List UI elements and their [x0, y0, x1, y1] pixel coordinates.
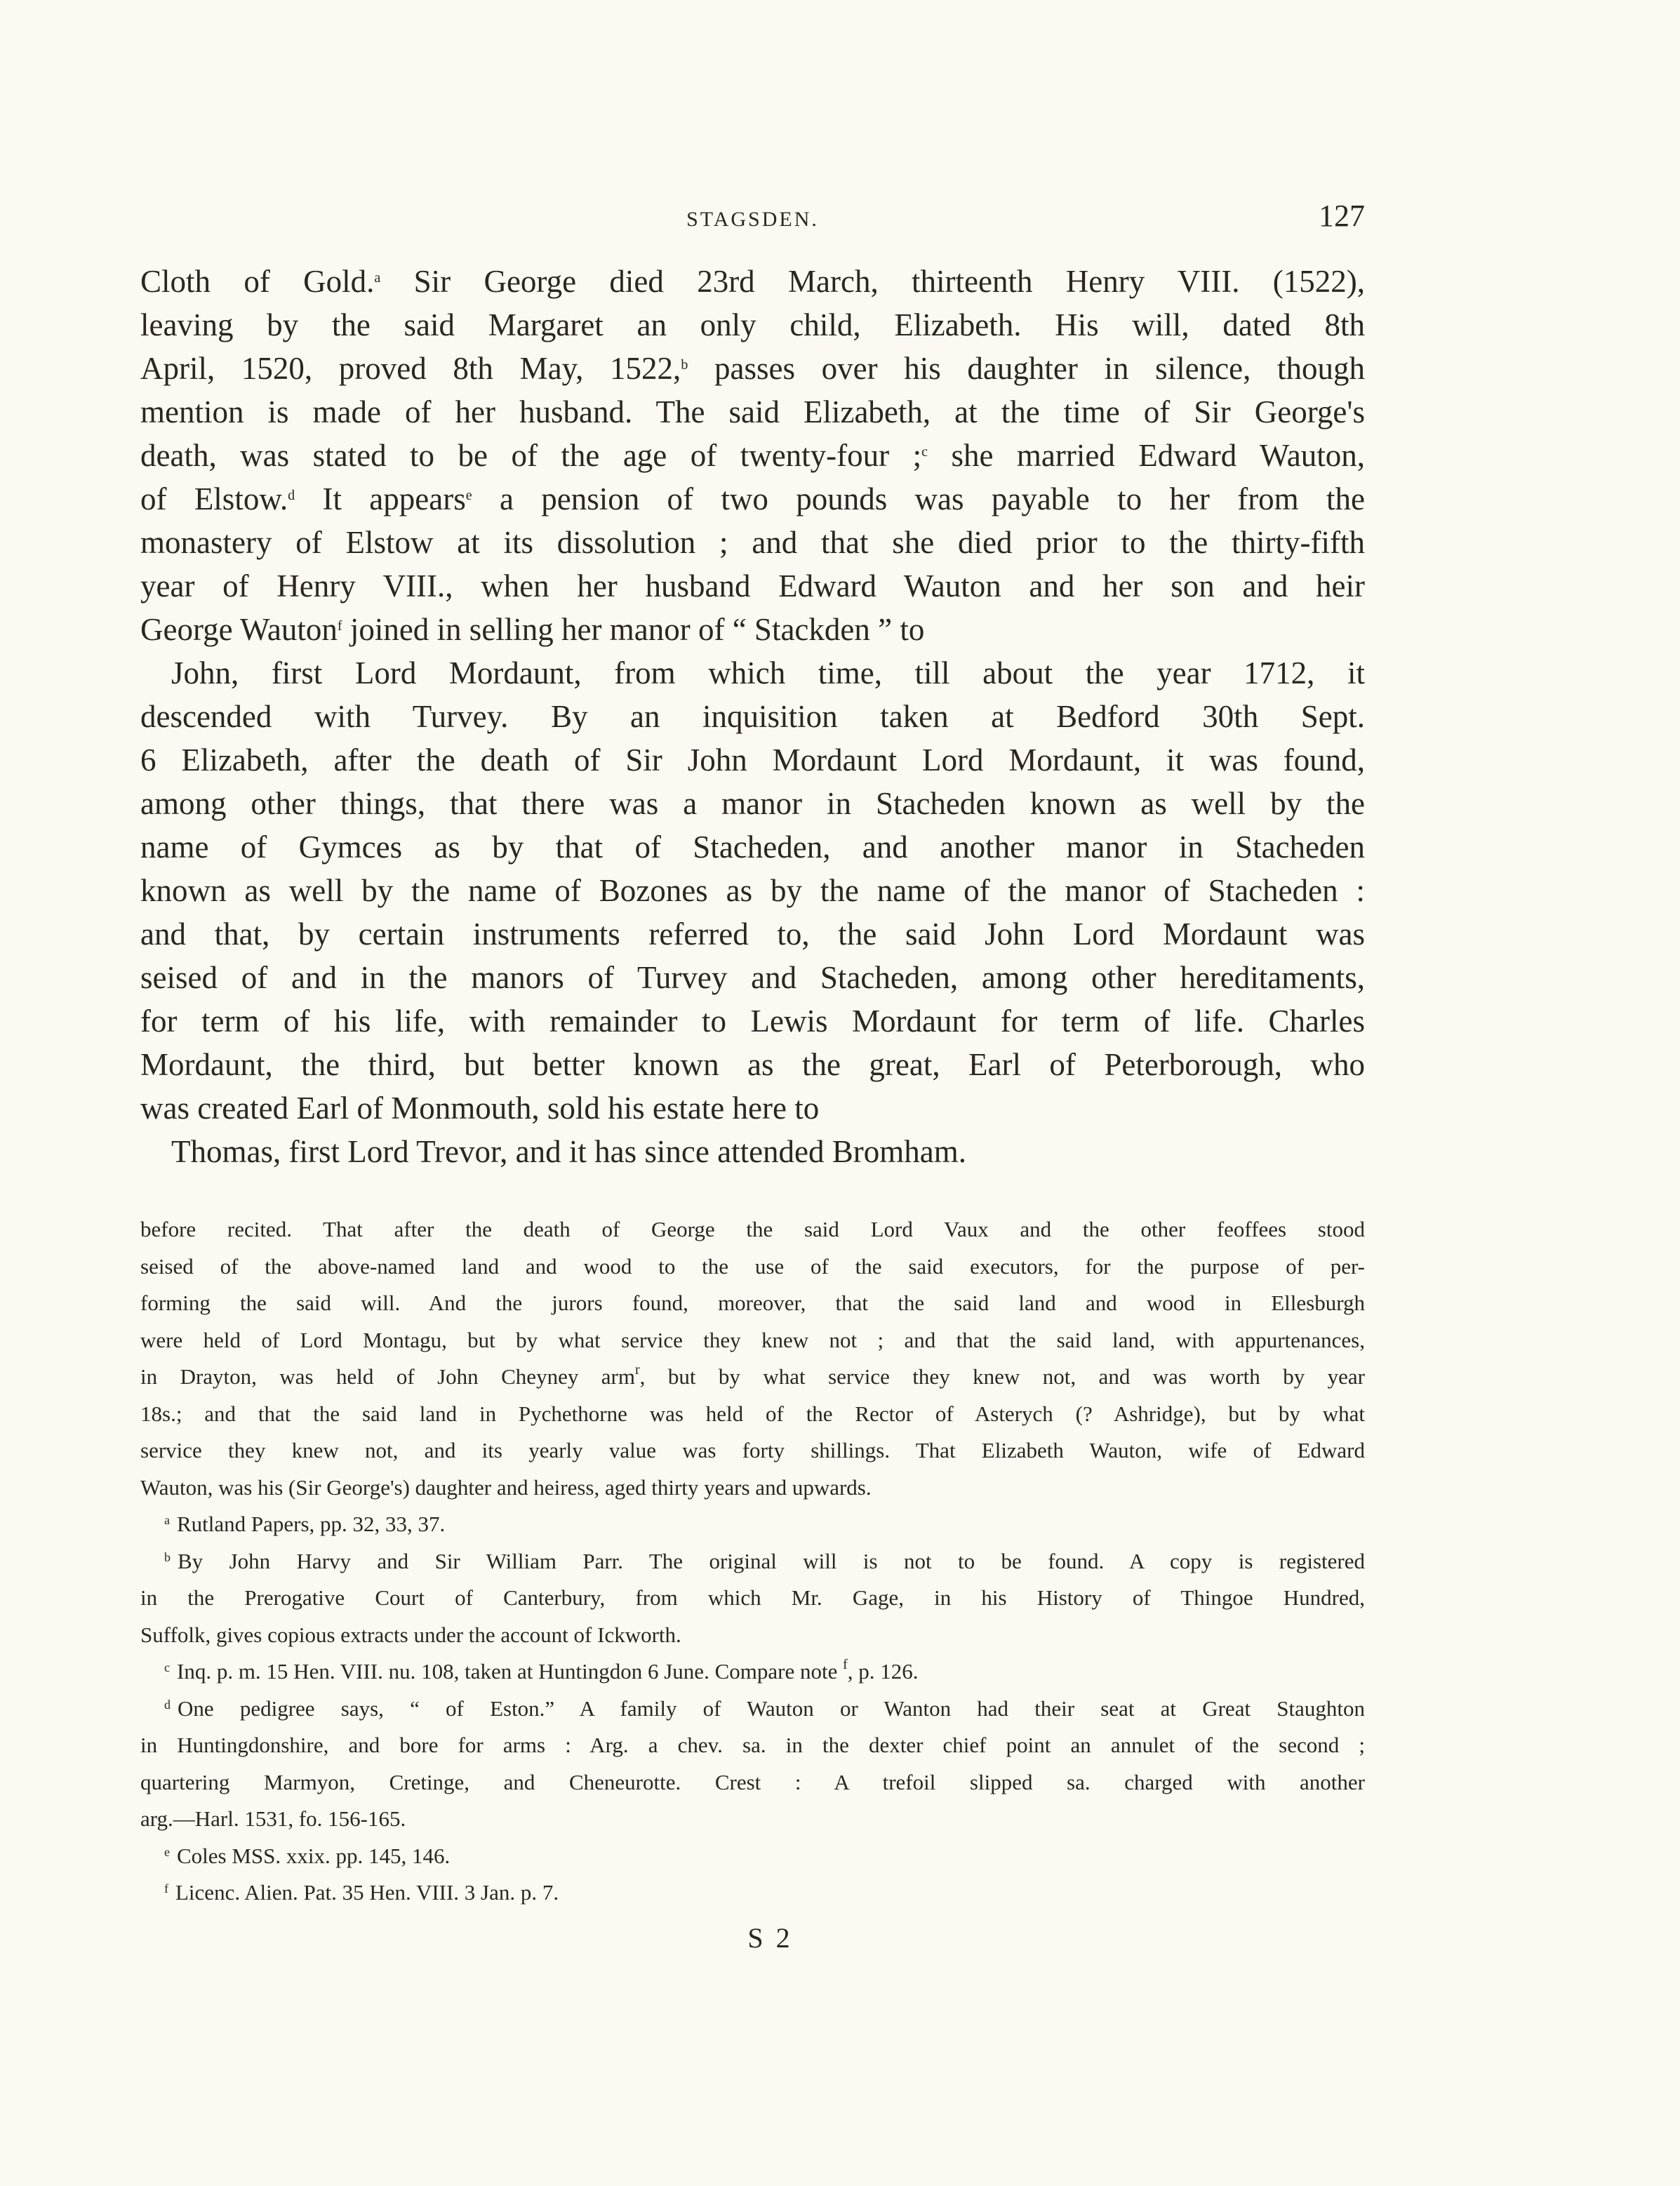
running-head [140, 195, 1365, 237]
footnote-reference: f [337, 618, 342, 634]
footnote-line [140, 1469, 1365, 1507]
text-line [140, 347, 1365, 390]
footnotes [140, 1211, 1365, 1912]
text-run: arg.—Harl. 1531, fo. 156-165. [140, 1806, 406, 1831]
book-page [140, 0, 1365, 2186]
text-run: seised of the above-named land and wood to the use of the said executors, for the purpose of per- [140, 1253, 1365, 1279]
footnote-line [140, 1396, 1365, 1433]
text-run: Coles MSS. xxix. pp. 145, 146. [177, 1843, 451, 1868]
text-run: descended with Turvey. By an inquisition taken at Bedford 30th Sept. [140, 699, 1365, 734]
footnote-line [140, 1580, 1365, 1617]
footnote-line [140, 1838, 1365, 1875]
footnote-line [140, 1543, 1365, 1580]
footnote-line [140, 1506, 1365, 1543]
text-run: One pedigree says, “ of Eston.” A family of Wauton or Wanton had their seat at Great Staughton [178, 1695, 1365, 1721]
text-run: service they knew not, and its yearly value was forty shillings. That Elizabeth Wauton, wife of Edward [140, 1438, 1365, 1462]
text-run: a pension of two pounds was payable to her from the [472, 481, 1365, 516]
text-run: death, was stated to be of the age of twenty-four ; [140, 438, 922, 473]
footnote-marker: a [164, 1513, 170, 1527]
footnote-line [140, 1432, 1365, 1469]
footnote-marker: d [164, 1697, 171, 1712]
text-line [140, 303, 1365, 347]
text-line [140, 912, 1365, 956]
footnote-reference: b [681, 357, 688, 373]
text-run: name of Gymces as by that of Stacheden, and another manor in Stacheden [140, 829, 1365, 865]
text-line [140, 434, 1365, 477]
text-run: Sir George died 23rd March, thirteenth Henry VIII. (1522), [380, 264, 1365, 299]
footnote-marker: c [164, 1660, 170, 1674]
text-run: joined in selling her manor of “ Stackden ” to [342, 612, 925, 647]
text-run: seised of and in the manors of Turvey and Stacheden, among other hereditaments, [140, 960, 1365, 995]
text-run: monastery of Elstow at its dissolution ; and that she died prior to the thirty-fifth [140, 525, 1365, 560]
footnote-line [140, 1653, 1365, 1691]
text-run: Rutland Papers, pp. 32, 33, 37. [177, 1512, 446, 1536]
text-line [140, 1043, 1365, 1086]
text-run: By John Harvy and Sir William Parr. The original will is not to be found. A copy is registered [178, 1548, 1365, 1573]
text-run: Thomas, first Lord Trevor, and it has since attended Bromham. [171, 1134, 966, 1169]
text-run: mention is made of her husband. The said Elizabeth, at the time of Sir George's [140, 394, 1365, 429]
text-run: Mordaunt, the third, but better known as the great, Earl of Peterborough, who [140, 1047, 1365, 1082]
text-run: of Elstow. [140, 481, 288, 516]
text-run: among other things, that there was a manor in Stacheden known as well by the [140, 786, 1365, 821]
footnote-line [140, 1727, 1365, 1764]
footnote-reference: a [374, 270, 381, 286]
footnote-marker: b [164, 1549, 171, 1564]
text-run: quartering Marmyon, Cretinge, and Cheneurotte. Crest : A trefoil slipped sa. charged with another [140, 1769, 1365, 1794]
text-line [140, 564, 1365, 608]
text-run: in the Prerogative Court of Canterbury, from which Mr. Gage, in his History of Thingoe Hundred, [140, 1585, 1365, 1610]
text-run: Cloth of Gold. [140, 264, 375, 299]
footnote-reference: d [288, 488, 295, 503]
text-run: and that, by certain instruments referred to, the said John Lord Mordaunt was [140, 917, 1365, 952]
text-line [140, 521, 1365, 564]
footnote-marker: e [164, 1844, 170, 1859]
text-line [140, 738, 1365, 782]
footnote-line [140, 1617, 1365, 1654]
footnote-line [140, 1248, 1365, 1286]
text-line [140, 1130, 1365, 1173]
text-line [140, 869, 1365, 912]
footnote-line [140, 1691, 1365, 1728]
text-run: Inq. p. m. 15 Hen. VIII. nu. 108, taken at Huntingdon 6 June. Compare note [177, 1659, 844, 1684]
footnote-reference: c [921, 444, 928, 460]
text-run: 18s.; and that the said land in Pychethorne was held of the Rector of Asterych (? Ashridge), but by what [140, 1401, 1365, 1426]
text-line [140, 999, 1365, 1043]
footnote-line [140, 1322, 1365, 1359]
running-title: STAGSDEN. [686, 208, 819, 231]
text-run: for term of his life, with remainder to Lewis Mordaunt for term of life. Charles [140, 1004, 1365, 1039]
text-run: known as well by the name of Bozones as by the name of the manor of Stacheden : [140, 873, 1365, 908]
text-run: forming the said will. And the jurors found, moreover, that the said land and wood in Ellesburgh [140, 1291, 1365, 1315]
text-run: John, first Lord Mordaunt, from which time, till about the year 1712, it [171, 655, 1365, 691]
text-run: she married Edward Wauton, [928, 438, 1365, 473]
text-line [140, 390, 1365, 434]
text-line [140, 956, 1365, 999]
text-run: Licenc. Alien. Pat. 35 Hen. VIII. 3 Jan. p. 7. [175, 1880, 559, 1905]
text-run: passes over his daughter in silence, though [688, 351, 1365, 386]
text-line [140, 782, 1365, 825]
text-line [140, 695, 1365, 738]
page-number: 127 [1319, 199, 1365, 233]
footnote-reference: e [465, 488, 472, 503]
text-run: leaving by the said Margaret an only child, Elizabeth. His will, dated 8th [140, 307, 1365, 342]
signature-mark: S 2 [747, 1922, 793, 1954]
footnote-line [140, 1211, 1365, 1248]
text-line [140, 608, 1365, 651]
footnote-line [140, 1285, 1365, 1322]
footnote-line [140, 1801, 1365, 1838]
text-run: George Wauton [140, 612, 338, 647]
text-run: It appears [295, 481, 466, 516]
text-line [140, 825, 1365, 869]
text-run: Wauton, was his (Sir George's) daughter and heiress, aged thirty years and upwards. [140, 1474, 872, 1500]
text-run: , but by what service they knew not, and was worth by year [639, 1364, 1365, 1389]
text-run: 6 Elizabeth, after the death of Sir John Mordaunt Lord Mordaunt, it was found, [140, 742, 1365, 778]
text-run: , p. 126. [847, 1659, 919, 1684]
text-line [140, 260, 1365, 303]
text-run: before recited. That after the death of George the said Lord Vaux and the other feoffees stood [140, 1217, 1365, 1241]
text-run: was created Earl of Monmouth, sold his estate here to [140, 1091, 820, 1126]
footnote-line [140, 1359, 1365, 1396]
text-run: were held of Lord Montagu, but by what service they knew not ; and that the said land, with appurtenances, [140, 1327, 1365, 1352]
footnote-reference: r [634, 1362, 640, 1378]
main-text [140, 260, 1365, 1173]
text-run: in Huntingdonshire, and bore for arms : Arg. a chev. sa. in the dexter chief point an annulet of the second ; [140, 1733, 1365, 1757]
footnote-line [140, 1764, 1365, 1801]
text-run: in Drayton, was held of John Cheyney arm [140, 1364, 635, 1389]
text-run: Suffolk, gives copious extracts under the account of Ickworth. [140, 1622, 681, 1647]
text-run: year of Henry VIII., when her husband Edward Wauton and her son and heir [140, 568, 1365, 604]
footnote-reference: f [843, 1657, 848, 1672]
text-line [140, 651, 1365, 695]
footnote-marker: f [164, 1881, 168, 1895]
text-line [140, 1086, 1365, 1130]
text-run: April, 1520, proved 8th May, 1522, [140, 351, 681, 386]
text-line [140, 477, 1365, 521]
footnote-line [140, 1874, 1365, 1912]
